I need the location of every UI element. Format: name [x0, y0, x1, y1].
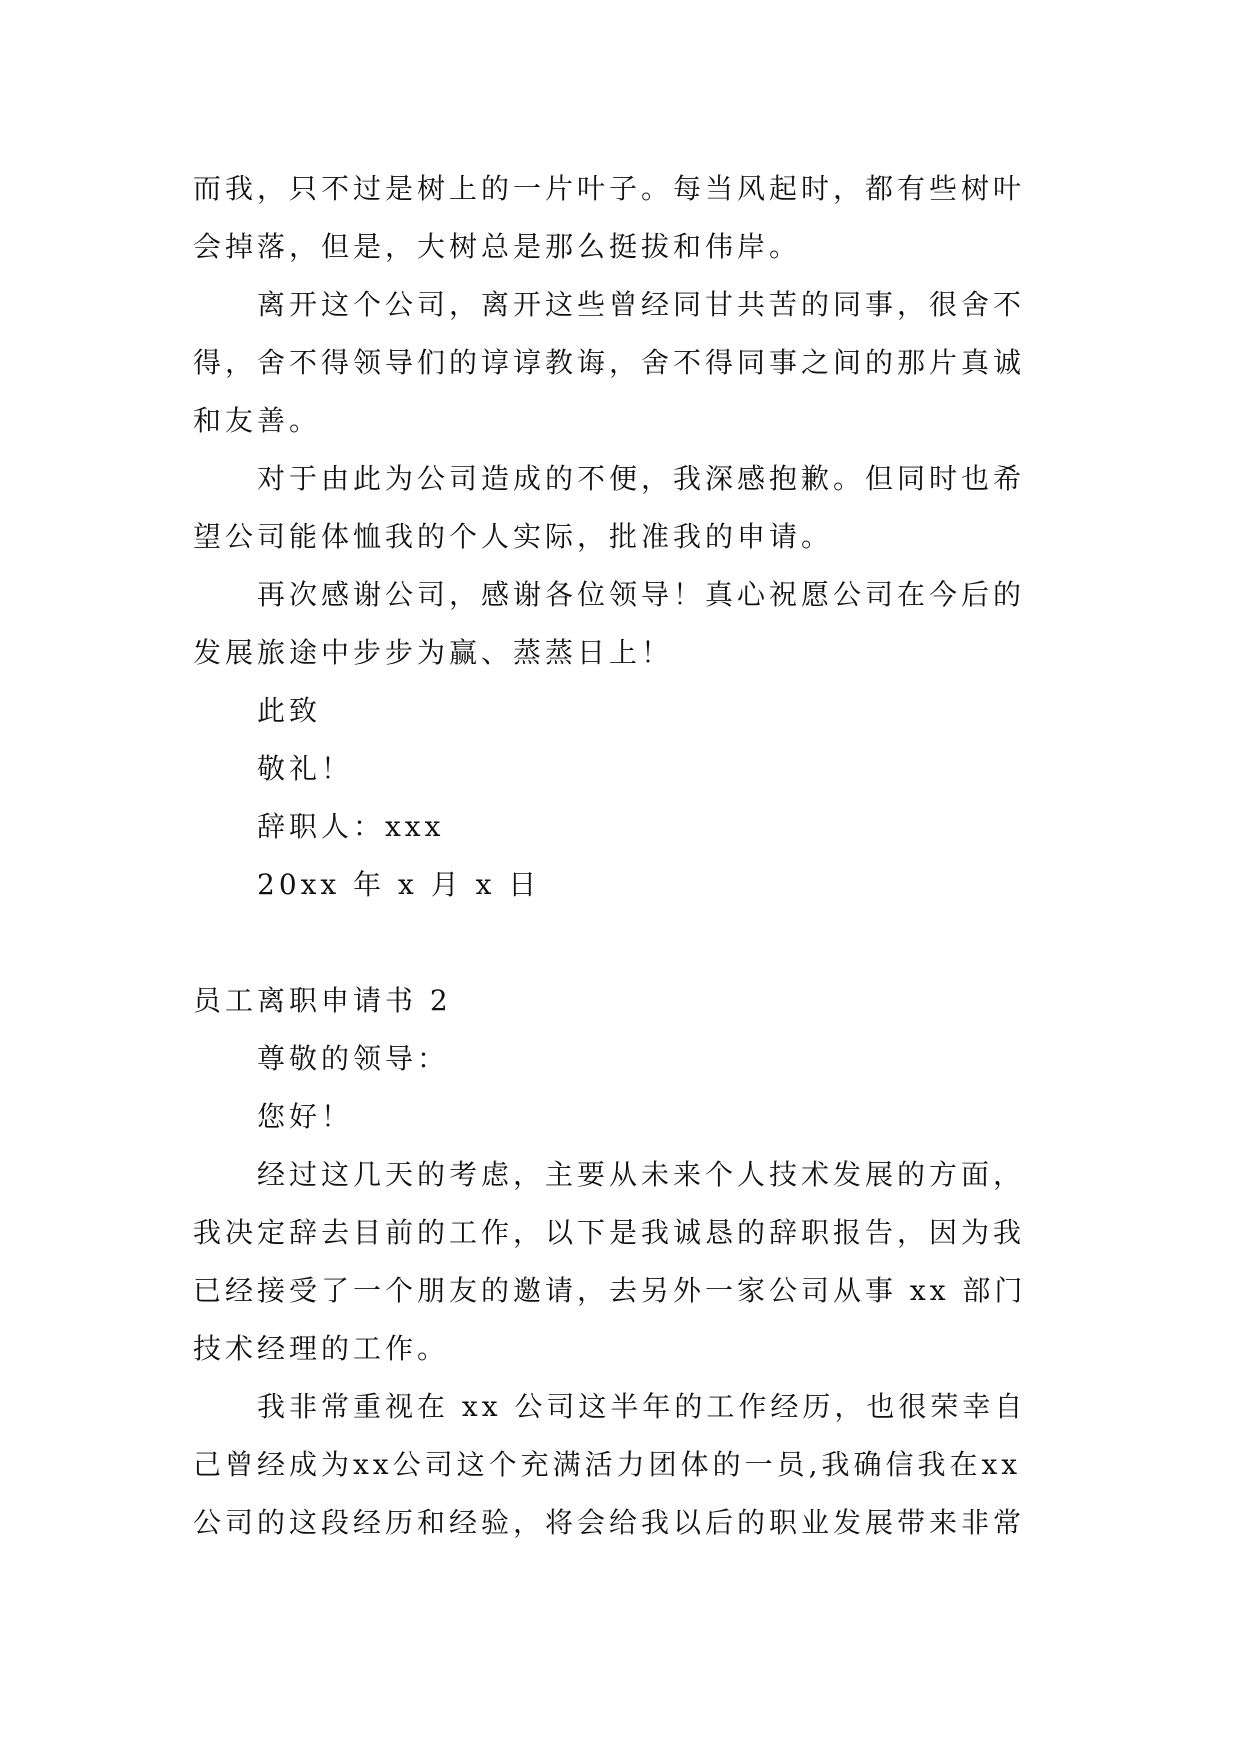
date-text: 20xx 年 x 月 x 日 — [257, 868, 541, 901]
paragraph-line: 会掉落，但是，大树总是那么挺拔和伟岸。 — [193, 230, 802, 263]
paragraph-line: 和友善。 — [193, 404, 322, 437]
paragraph-line: 望公司能体恤我的个人实际，批准我的申请。 — [193, 520, 834, 553]
paragraph-line: 经过这几天的考虑，主要从未来个人技术发展的方面， — [257, 1158, 1026, 1191]
paragraph-line: 我决定辞去目前的工作，以下是我诚恳的辞职报告，因为我 — [193, 1216, 1026, 1249]
greeting-text: 尊敬的领导： — [257, 1042, 450, 1075]
hello-text: 您好！ — [257, 1100, 354, 1133]
salute-text: 敬礼！ — [257, 752, 354, 785]
paragraph-line: 离开这个公司，离开这些曾经同甘共苦的同事，很舍不 — [257, 288, 1026, 321]
paragraph-line: 技术经理的工作。 — [193, 1332, 450, 1365]
section-spacer — [193, 914, 1053, 972]
paragraph-line: 已经接受了一个朋友的邀请，去另外一家公司从事 xx 部门 — [193, 1274, 1027, 1307]
paragraph-line: 而我，只不过是树上的一片叶子。每当风起时，都有些树叶 — [193, 172, 1026, 205]
paragraph-line: 发展旅途中步步为赢、蒸蒸日上！ — [193, 636, 674, 669]
paragraph-line: 己曾经成为xx公司这个充满活力团体的一员,我确信我在xx — [193, 1448, 1022, 1481]
section-title: 员工离职申请书 2 — [193, 984, 452, 1017]
paragraph-line: 我非常重视在 xx 公司这半年的工作经历，也很荣幸自 — [257, 1390, 1027, 1423]
closing-text: 此致 — [257, 694, 322, 727]
signature-text: 辞职人：xxx — [257, 810, 445, 843]
document-body — [193, 160, 1053, 1552]
paragraph-line: 对于由此为公司造成的不便，我深感抱歉。但同时也希 — [257, 462, 1026, 495]
paragraph-line: 再次感谢公司，感谢各位领导！真心祝愿公司在今后的 — [257, 578, 1026, 611]
paragraph-line: 得，舍不得领导们的谆谆教诲，舍不得同事之间的那片真诚 — [193, 346, 1026, 379]
paragraph-line: 公司的这段经历和经验，将会给我以后的职业发展带来非常 — [193, 1506, 1026, 1539]
